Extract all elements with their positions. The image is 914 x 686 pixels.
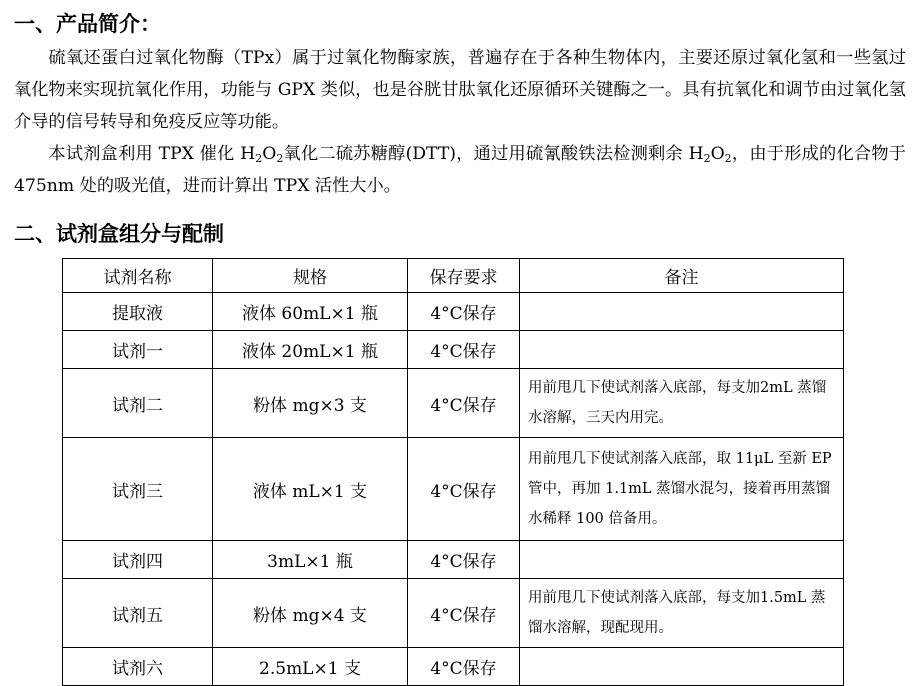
cell-spec: 粉体 mg×3 支 <box>213 369 408 438</box>
cell-name: 试剂三 <box>63 438 213 541</box>
section-heading-product-intro: 一、产品简介： <box>14 12 161 36</box>
table-row <box>63 331 844 369</box>
cell-storage: 4°C保存 <box>408 438 520 541</box>
cell-note: 用前甩几下使试剂落入底部，每支加1.5mL 蒸馏水溶解，现配现用。 <box>520 579 844 648</box>
cell-name: 试剂五 <box>63 579 213 648</box>
table-header-row <box>63 259 844 293</box>
cell-spec: 3mL×1 瓶 <box>213 541 408 579</box>
cell-storage: 4°C保存 <box>408 648 520 686</box>
cell-name: 提取液 <box>63 293 213 331</box>
cell-storage: 4°C保存 <box>408 369 520 438</box>
table-row <box>63 438 844 541</box>
cell-note: 用前甩几下使试剂落入底部，取 11μL 至新 EP 管中，再加 1.1mL 蒸馏水混匀，接着再用蒸馏水稀释 100 倍备用。 <box>520 438 844 541</box>
cell-spec: 液体 mL×1 支 <box>213 438 408 541</box>
header-note: 备注 <box>520 259 844 293</box>
cell-spec: 2.5mL×1 支 <box>213 648 408 686</box>
table-row <box>63 293 844 331</box>
section-heading-kit-components: 二、试剂盒组分与配制 <box>14 222 224 246</box>
cell-note <box>520 648 844 686</box>
header-spec: 规格 <box>213 259 408 293</box>
cell-storage: 4°C保存 <box>408 293 520 331</box>
table-row <box>63 648 844 686</box>
cell-spec: 粉体 mg×4 支 <box>213 579 408 648</box>
intro-text <box>14 42 906 202</box>
cell-spec: 液体 20mL×1 瓶 <box>213 331 408 369</box>
table-row <box>63 541 844 579</box>
header-storage: 保存要求 <box>408 259 520 293</box>
cell-name: 试剂六 <box>63 648 213 686</box>
cell-note <box>520 331 844 369</box>
intro-paragraph-1: 硫氧还蛋白过氧化物酶（TPx）属于过氧化物酶家族，普遍存在于各种生物体内，主要还原过氧化氢和一些氢过氧化物来实现抗氧化作用，功能与 GPX 类似，也是谷胱甘肽氧化还原循环关键酶之一。具有抗氧化和调节由过氧化氢介导的信号转导和免疫反应等功能。 <box>14 48 906 132</box>
cell-note <box>520 541 844 579</box>
cell-storage: 4°C保存 <box>408 541 520 579</box>
cell-storage: 4°C保存 <box>408 331 520 369</box>
header-reagent-name: 试剂名称 <box>63 259 213 293</box>
intro-paragraph-2: 本试剂盒利用 TPX 催化 $H_2O_2$氧化二硫苏糖醇(DTT)，通过用硫氰酸铁法检测剩余 $H_2O_2$，由于形成的化合物于 475nm 处的吸光值，进而计算出 TPX 活性大小。 <box>14 144 906 196</box>
cell-note: 用前甩几下使试剂落入底部，每支加2mL 蒸馏水溶解，三天内用完。 <box>520 369 844 438</box>
table-row <box>63 579 844 648</box>
cell-name: 试剂一 <box>63 331 213 369</box>
cell-spec: 液体 60mL×1 瓶 <box>213 293 408 331</box>
cell-storage: 4°C保存 <box>408 579 520 648</box>
cell-name: 试剂二 <box>63 369 213 438</box>
cell-name: 试剂四 <box>63 541 213 579</box>
table-row <box>63 369 844 438</box>
cell-note <box>520 293 844 331</box>
reagent-table <box>62 258 844 686</box>
